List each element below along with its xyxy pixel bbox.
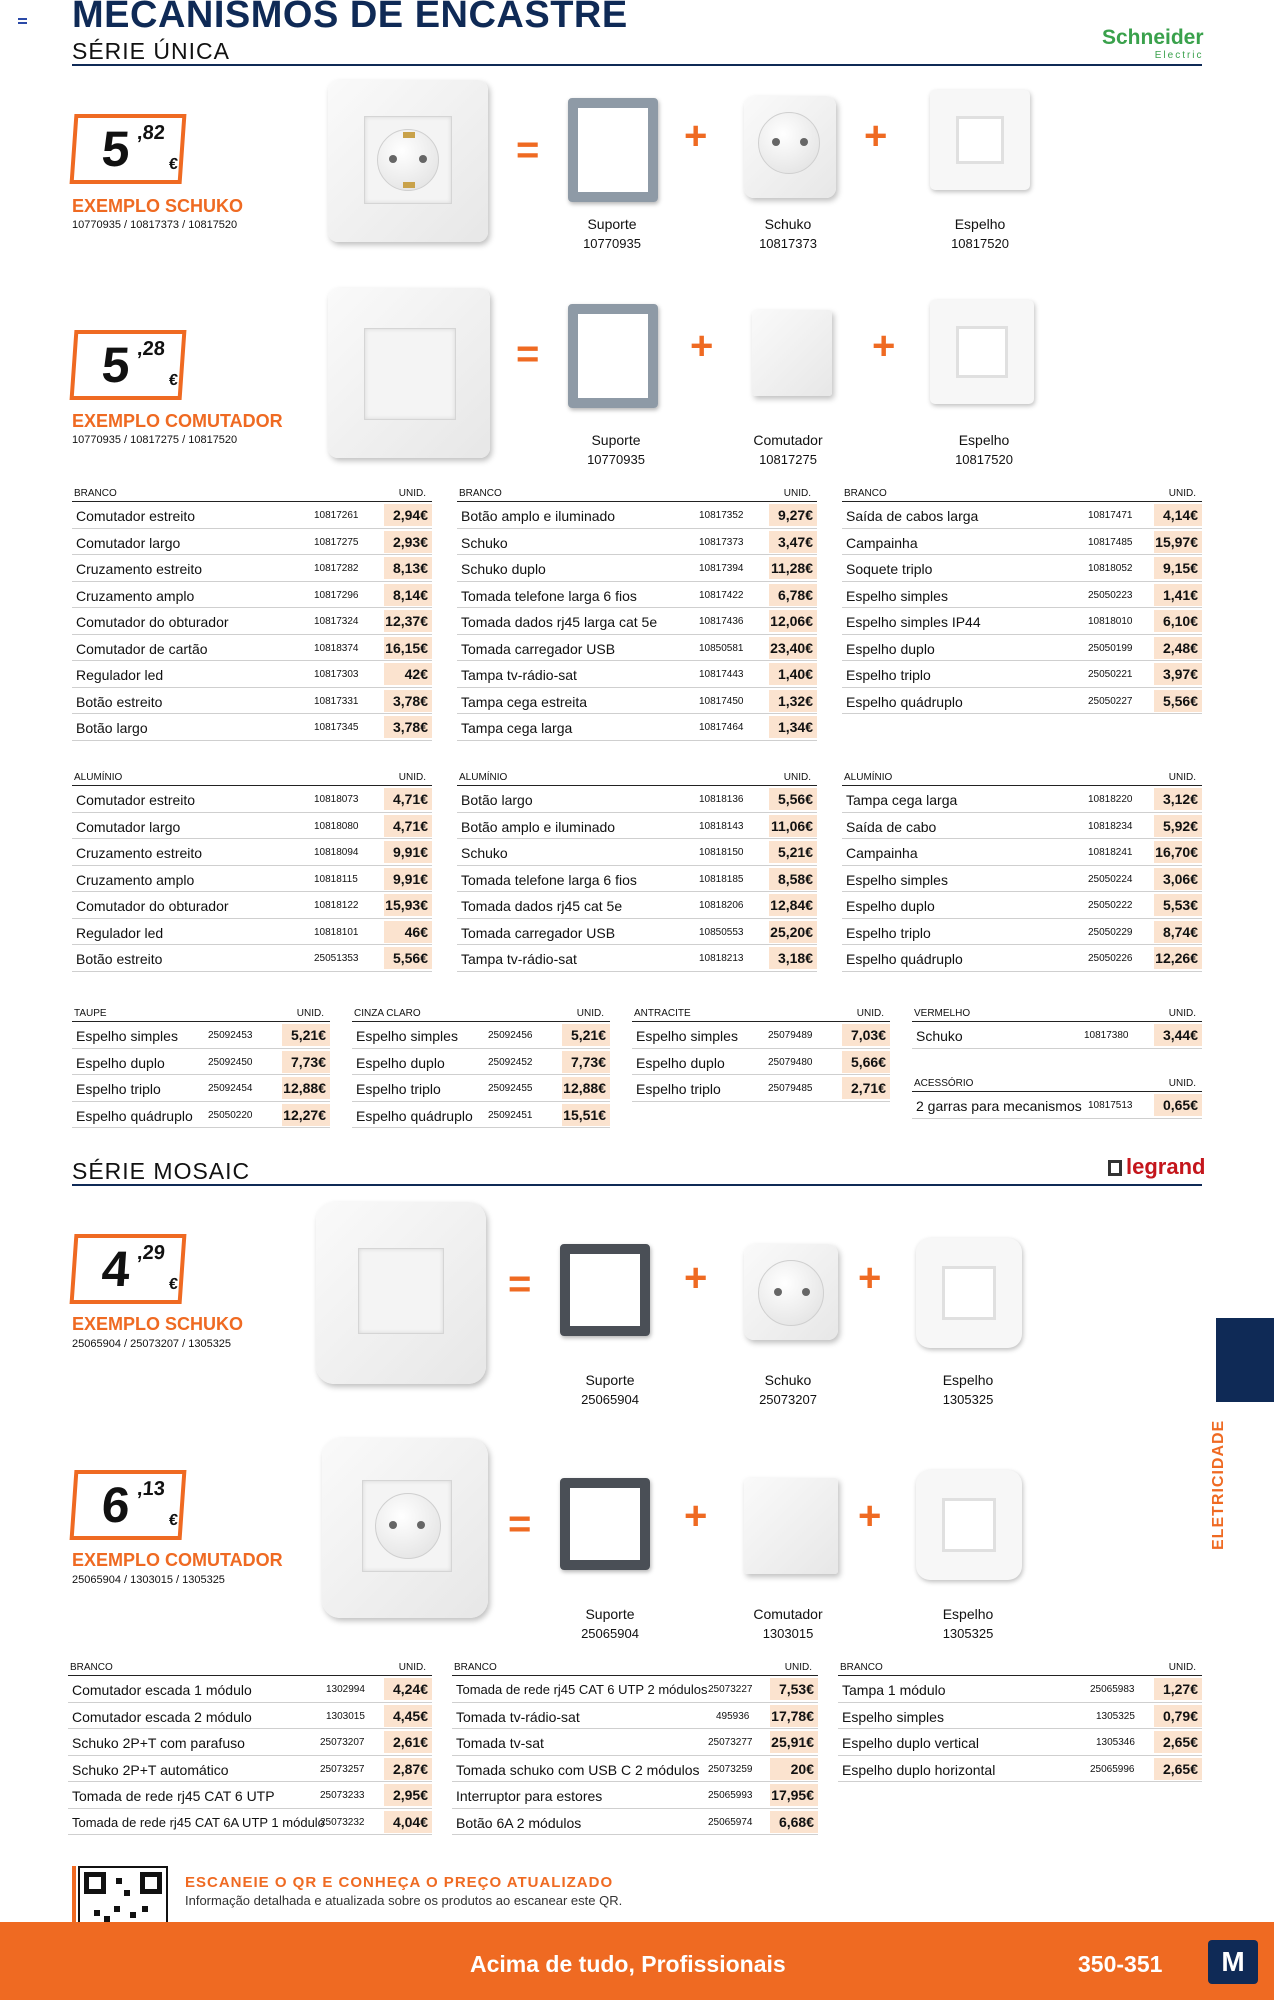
plus-icon: + bbox=[858, 1256, 882, 1300]
price-table: BRANCO UNID. Comutador estreito 10817261 2,94€ Comutador largo 10817275 2,93€ Cruzamento estreito 10817282 8,13€ Cruzamento amplo 10817296 8,14€ Comutador do obturador 10817324 12,37€ Comutador de cartão 10818374 16,15€ Regulador led 10817303 42€ Botão estreito 10817331 3,78€ Botão largo 10817345 3,78€ bbox=[72, 486, 432, 741]
mirror-plate-image bbox=[930, 300, 1034, 404]
table-row: Tomada tv-rádio-sat 495936 17,78€ bbox=[452, 1703, 818, 1730]
menu-icon[interactable] bbox=[18, 18, 27, 24]
table-row: Botão estreito 25051353 5,56€ bbox=[72, 945, 432, 972]
legrand-logo-mark bbox=[1108, 1160, 1122, 1176]
support-frame-image bbox=[568, 304, 658, 408]
plus-icon: + bbox=[858, 1494, 882, 1538]
table-row: Espelho triplo 25050221 3,97€ bbox=[842, 661, 1202, 688]
price-currency: € bbox=[168, 372, 179, 389]
table-row: Espelho triplo 25079485 2,71€ bbox=[632, 1075, 890, 1102]
part-caption: Espelho 1305325 bbox=[942, 1372, 994, 1407]
table-row: Tomada de rede rj45 CAT 6 UTP 25073233 2,95€ bbox=[68, 1782, 432, 1809]
price-decimal: ,13 bbox=[136, 1478, 166, 1500]
table-row: Espelho simples 25092453 5,21€ bbox=[72, 1022, 330, 1049]
table-row: Tomada telefone larga 6 fios 10817422 6,78€ bbox=[457, 582, 817, 609]
legrand-logo-text: legrand bbox=[1126, 1154, 1206, 1179]
price-table: ALUMÍNIO UNID. Tampa cega larga 10818220 3,12€ Saída de cabo 10818234 5,92€ Campainha 10818241 16,70€ Espelho simples 25050224 3,06€ Espelho duplo 25050222 5,53€ Espelho triplo 25050229 8,74€ Espelho quádruplo 25050226 12,26€ bbox=[842, 770, 1202, 972]
price-decimal: ,29 bbox=[136, 1242, 166, 1264]
table-row: Espelho quádruplo 25050226 12,26€ bbox=[842, 945, 1202, 972]
table-row: Espelho duplo vertical 1305346 2,65€ bbox=[838, 1729, 1202, 1756]
table-row: Comutador de cartão 10818374 16,15€ bbox=[72, 635, 432, 662]
price-currency: € bbox=[168, 156, 179, 173]
table-row: Schuko 2P+T com parafuso 25073207 2,61€ bbox=[68, 1729, 432, 1756]
schneider-logo-text: Schneider bbox=[1102, 26, 1204, 49]
table-row: Espelho simples IP44 10818010 6,10€ bbox=[842, 608, 1202, 635]
example-codes: 10770935 / 10817275 / 10817520 bbox=[72, 434, 238, 446]
table-row: Botão estreito 10817331 3,78€ bbox=[72, 688, 432, 715]
table-row: Soquete triplo 10818052 9,15€ bbox=[842, 555, 1202, 582]
table-row: Botão largo 10818136 5,56€ bbox=[457, 786, 817, 813]
table-row: Espelho simples 25079489 7,03€ bbox=[632, 1022, 890, 1049]
table-row: Tampa tv-rádio-sat 10818213 3,18€ bbox=[457, 945, 817, 972]
table-row: Espelho quádruplo 25050227 5,56€ bbox=[842, 688, 1202, 715]
equals-icon: = bbox=[516, 128, 540, 172]
table-row: Tampa 1 módulo 25065983 1,27€ bbox=[838, 1676, 1202, 1703]
table-row: Regulador led 10818101 46€ bbox=[72, 919, 432, 946]
plus-icon: + bbox=[864, 114, 888, 158]
table-row: Comutador estreito 10818073 4,71€ bbox=[72, 786, 432, 813]
part-caption: Suporte 25065904 bbox=[581, 1606, 639, 1641]
series-mosaic-title: SÉRIE MOSAIC bbox=[72, 1158, 251, 1184]
price-decimal: ,28 bbox=[136, 338, 166, 360]
price-decimal: ,82 bbox=[136, 122, 166, 144]
schuko-module-image bbox=[744, 96, 836, 198]
equals-icon: = bbox=[508, 1262, 532, 1306]
table-row: Tomada carregador USB 10850553 25,20€ bbox=[457, 919, 817, 946]
schuko-assembled-image bbox=[328, 80, 488, 242]
equals-icon: = bbox=[516, 332, 540, 376]
table-row: Tomada tv-sat 25073277 25,91€ bbox=[452, 1729, 818, 1756]
table-row: Schuko duplo 10817394 11,28€ bbox=[457, 555, 817, 582]
support-frame-image bbox=[560, 1478, 650, 1570]
example-title: EXEMPLO SCHUKO bbox=[72, 196, 244, 216]
table-row: Tomada telefone larga 6 fios 10818185 8,58€ bbox=[457, 866, 817, 893]
table-row: Tomada schuko com USB C 2 módulos 25073259 20€ bbox=[452, 1756, 818, 1783]
footer-slogan: Acima de tudo, Profissionais bbox=[470, 1951, 786, 1977]
price-table: BRANCO UNID. Saída de cabos larga 10817471 4,14€ Campainha 10817485 15,97€ Soquete triplo 10818052 9,15€ Espelho simples 25050223 1,41€ Espelho simples IP44 10818010 6,10€ Espelho duplo 25050199 2,48€ Espelho triplo 25050221 3,97€ Espelho quádruplo 25050227 5,56€ bbox=[842, 486, 1202, 714]
schneider-logo bbox=[1102, 26, 1204, 61]
price-currency: € bbox=[168, 1512, 179, 1529]
page-numbers: 350-351 bbox=[1078, 1951, 1163, 1977]
price-table: BRANCO UNID. Tampa 1 módulo 25065983 1,27€ Espelho simples 1305325 0,79€ Espelho duplo vertical 1305346 2,65€ Espelho duplo horizontal 25065996 2,65€ bbox=[838, 1660, 1202, 1782]
section-tab[interactable] bbox=[1216, 1318, 1274, 1402]
price-table: TAUPE UNID. Espelho simples 25092453 5,21€ Espelho duplo 25092450 7,73€ Espelho triplo 25092454 12,88€ Espelho quádruplo 25050220 12,27€ bbox=[72, 1006, 330, 1128]
table-row: Comutador largo 10817275 2,93€ bbox=[72, 529, 432, 556]
plus-icon: + bbox=[684, 114, 708, 158]
part-caption: Comutador 1303015 bbox=[753, 1606, 823, 1641]
price-badge-unica-schuko bbox=[70, 114, 187, 184]
example-codes: 10770935 / 10817373 / 10817520 bbox=[72, 219, 238, 231]
table-row: Interruptor para estores 25065993 17,95€ bbox=[452, 1782, 818, 1809]
part-caption: Suporte 25065904 bbox=[581, 1372, 639, 1407]
table-row: Espelho quádruplo 25092451 15,51€ bbox=[352, 1102, 610, 1129]
price-integer: 6 bbox=[100, 1477, 130, 1533]
table-row: Espelho simples 25092456 5,21€ bbox=[352, 1022, 610, 1049]
table-row: Regulador led 10817303 42€ bbox=[72, 661, 432, 688]
price-table: VERMELHO UNID. Schuko 10817380 3,44€ bbox=[912, 1006, 1202, 1049]
plus-icon: + bbox=[684, 1256, 708, 1300]
example-title: EXEMPLO COMUTADOR bbox=[72, 1550, 283, 1570]
table-row: Botão amplo e iluminado 10818143 11,06€ bbox=[457, 813, 817, 840]
price-integer: 4 bbox=[100, 1241, 130, 1297]
table-row: Espelho duplo 25079480 5,66€ bbox=[632, 1049, 890, 1076]
table-row: Comutador largo 10818080 4,71€ bbox=[72, 813, 432, 840]
mosaic-switch-module-image bbox=[744, 1478, 838, 1574]
table-row: Comutador do obturador 10817324 12,37€ bbox=[72, 608, 432, 635]
table-row: Schuko 10817380 3,44€ bbox=[912, 1022, 1202, 1049]
plus-icon: + bbox=[872, 324, 896, 368]
table-row: Cruzamento estreito 10817282 8,13€ bbox=[72, 555, 432, 582]
mosaic-schuko-assembled-image bbox=[322, 1438, 488, 1618]
qr-heading: ESCANEIE O QR E CONHEÇA O PREÇO ATUALIZADO bbox=[185, 1874, 614, 1891]
series-mosaic-rule bbox=[72, 1184, 1202, 1186]
plus-icon: + bbox=[690, 324, 714, 368]
table-row: Comutador do obturador 10818122 15,93€ bbox=[72, 892, 432, 919]
price-table: BRANCO UNID. Botão amplo e iluminado 10817352 9,27€ Schuko 10817373 3,47€ Schuko duplo 10817394 11,28€ Tomada telefone larga 6 fios 10817422 6,78€ Tomada dados rj45 larga cat 5e 10817436 12,06€ Tomada carregador USB 10850581 23,40€ Tampa tv-rádio-sat 10817443 1,40€ Tampa cega estreita 10817450 1,32€ Tampa cega larga 10817464 1,34€ bbox=[457, 486, 817, 741]
table-row: Saída de cabo 10818234 5,92€ bbox=[842, 813, 1202, 840]
table-row: Tomada dados rj45 larga cat 5e 10817436 12,06€ bbox=[457, 608, 817, 635]
plus-icon: + bbox=[684, 1494, 708, 1538]
example-title: EXEMPLO COMUTADOR bbox=[72, 411, 283, 431]
table-row: Espelho duplo horizontal 25065996 2,65€ bbox=[838, 1756, 1202, 1783]
price-table: ANTRACITE UNID. Espelho simples 25079489 7,03€ Espelho duplo 25079480 5,66€ Espelho triplo 25079485 2,71€ bbox=[632, 1006, 890, 1102]
table-row: Tampa cega larga 10817464 1,34€ bbox=[457, 714, 817, 741]
table-row: Schuko 2P+T automático 25073257 2,87€ bbox=[68, 1756, 432, 1783]
mirror-plate-image bbox=[916, 1238, 1022, 1348]
table-row: Espelho triplo 25092455 12,88€ bbox=[352, 1075, 610, 1102]
brand-logo: M bbox=[1208, 1940, 1258, 1984]
table-row: Tomada dados rj45 cat 5e 10818206 12,84€ bbox=[457, 892, 817, 919]
table-row: Espelho simples 25050224 3,06€ bbox=[842, 866, 1202, 893]
price-table: ALUMÍNIO UNID. Botão largo 10818136 5,56€ Botão amplo e iluminado 10818143 11,06€ Schuko 10818150 5,21€ Tomada telefone larga 6 fios 10818185 8,58€ Tomada dados rj45 cat 5e 10818206 12,84€ Tomada carregador USB 10850553 25,20€ Tampa tv-rádio-sat 10818213 3,18€ bbox=[457, 770, 817, 972]
legrand-logo bbox=[1108, 1154, 1205, 1180]
table-row: Schuko 10818150 5,21€ bbox=[457, 839, 817, 866]
part-caption: Espelho 1305325 bbox=[942, 1606, 994, 1641]
mosaic-switch-assembled-image bbox=[316, 1202, 486, 1384]
price-table: BRANCO UNID. Comutador escada 1 módulo 1302994 4,24€ Comutador escada 2 módulo 1303015 4,45€ Schuko 2P+T com parafuso 25073207 2,61€ Schuko 2P+T automático 25073257 2,87€ Tomada de rede rj45 CAT 6 UTP 25073233 2,95€ Tomada de rede rj45 CAT 6A UTP 1 módulo 25073232 4,04€ bbox=[68, 1660, 432, 1835]
table-row: Espelho duplo 25050199 2,48€ bbox=[842, 635, 1202, 662]
part-caption: Espelho 10817520 bbox=[955, 432, 1013, 467]
table-row: Espelho simples 25050223 1,41€ bbox=[842, 582, 1202, 609]
table-row: Campainha 10817485 15,97€ bbox=[842, 529, 1202, 556]
switch-module-image bbox=[752, 310, 832, 396]
support-frame-image bbox=[568, 98, 658, 202]
table-row: Tomada de rede rj45 CAT 6 UTP 2 módulos 25073227 7,53€ bbox=[452, 1676, 818, 1703]
table-row: Tomada carregador USB 10850581 23,40€ bbox=[457, 635, 817, 662]
support-frame-image bbox=[560, 1244, 650, 1336]
table-row: Tampa tv-rádio-sat 10817443 1,40€ bbox=[457, 661, 817, 688]
table-row: Comutador estreito 10817261 2,94€ bbox=[72, 502, 432, 529]
price-integer: 5 bbox=[100, 337, 130, 393]
table-row: 2 garras para mecanismos 10817513 0,65€ bbox=[912, 1092, 1202, 1119]
example-codes: 25065904 / 25073207 / 1305325 bbox=[72, 1338, 232, 1350]
table-row: Cruzamento estreito 10818094 9,91€ bbox=[72, 839, 432, 866]
price-table: ACESSÓRIO UNID. 2 garras para mecanismos 10817513 0,65€ bbox=[912, 1076, 1202, 1119]
example-title: EXEMPLO SCHUKO bbox=[72, 1314, 244, 1334]
price-currency: € bbox=[168, 1276, 179, 1293]
table-row: Cruzamento amplo 10817296 8,14€ bbox=[72, 582, 432, 609]
table-row: Espelho triplo 25092454 12,88€ bbox=[72, 1075, 330, 1102]
price-badge-mosaic-comutador bbox=[70, 1470, 187, 1540]
part-caption: Espelho 10817520 bbox=[951, 216, 1009, 251]
table-row: Campainha 10818241 16,70€ bbox=[842, 839, 1202, 866]
page-title: MECANISMOS DE ENCASTRE bbox=[72, 0, 628, 36]
mirror-plate-image bbox=[930, 90, 1030, 190]
series-unica-rule bbox=[72, 64, 1202, 66]
table-row: Botão largo 10817345 3,78€ bbox=[72, 714, 432, 741]
price-table: BRANCO UNID. Tomada de rede rj45 CAT 6 UTP 2 módulos 25073227 7,53€ Tomada tv-rádio-sat 495936 17,78€ Tomada tv-sat 25073277 25,91€ Tomada schuko com USB C 2 módulos 25073259 20€ Interruptor para estores 25065993 17,95€ Botão 6A 2 módulos 25065974 6,68€ bbox=[452, 1660, 818, 1835]
table-row: Comutador escada 2 módulo 1303015 4,45€ bbox=[68, 1703, 432, 1730]
table-row: Schuko 10817373 3,47€ bbox=[457, 529, 817, 556]
mirror-plate-image bbox=[916, 1470, 1022, 1580]
table-row: Cruzamento amplo 10818115 9,91€ bbox=[72, 866, 432, 893]
table-row: Espelho quádruplo 25050220 12,27€ bbox=[72, 1102, 330, 1129]
part-caption: Schuko 25073207 bbox=[759, 1372, 817, 1407]
schneider-logo-sub: Electric bbox=[1154, 50, 1204, 61]
example-codes: 25065904 / 1303015 / 1305325 bbox=[72, 1574, 225, 1586]
part-caption: Suporte 10770935 bbox=[587, 432, 645, 467]
price-badge-unica-comutador bbox=[70, 330, 187, 400]
table-row: Tampa cega estreita 10817450 1,32€ bbox=[457, 688, 817, 715]
table-row: Espelho duplo 25092450 7,73€ bbox=[72, 1049, 330, 1076]
table-row: Tampa cega larga 10818220 3,12€ bbox=[842, 786, 1202, 813]
table-row: Espelho duplo 25050222 5,53€ bbox=[842, 892, 1202, 919]
table-row: Botão 6A 2 módulos 25065974 6,68€ bbox=[452, 1809, 818, 1836]
price-table: CINZA CLARO UNID. Espelho simples 25092456 5,21€ Espelho duplo 25092452 7,73€ Espelho triplo 25092455 12,88€ Espelho quádruplo 25092451 15,51€ bbox=[352, 1006, 610, 1128]
equals-icon: = bbox=[508, 1502, 532, 1546]
table-row: Comutador escada 1 módulo 1302994 4,24€ bbox=[68, 1676, 432, 1703]
mosaic-schuko-module-image bbox=[744, 1244, 838, 1340]
part-caption: Suporte 10770935 bbox=[583, 216, 641, 251]
price-integer: 5 bbox=[100, 121, 130, 177]
price-badge-mosaic-schuko bbox=[70, 1234, 187, 1304]
switch-assembled-image bbox=[328, 288, 490, 458]
series-unica-title: SÉRIE ÚNICA bbox=[72, 38, 230, 64]
qr-description: Informação detalhada e atualizada sobre os produtos ao escanear este QR. bbox=[185, 1893, 623, 1908]
price-table: ALUMÍNIO UNID. Comutador estreito 10818073 4,71€ Comutador largo 10818080 4,71€ Cruzamento estreito 10818094 9,91€ Cruzamento amplo 10818115 9,91€ Comutador do obturador 10818122 15,93€ Regulador led 10818101 46€ Botão estreito 25051353 5,56€ bbox=[72, 770, 432, 972]
table-row: Botão amplo e iluminado 10817352 9,27€ bbox=[457, 502, 817, 529]
section-label: ELETRICIDADE bbox=[1210, 1419, 1227, 1550]
part-caption: Schuko 10817373 bbox=[759, 216, 817, 251]
table-row: Espelho triplo 25050229 8,74€ bbox=[842, 919, 1202, 946]
table-row: Espelho duplo 25092452 7,73€ bbox=[352, 1049, 610, 1076]
table-row: Saída de cabos larga 10817471 4,14€ bbox=[842, 502, 1202, 529]
part-caption: Comutador 10817275 bbox=[753, 432, 823, 467]
table-row: Espelho simples 1305325 0,79€ bbox=[838, 1703, 1202, 1730]
table-row: Tomada de rede rj45 CAT 6A UTP 1 módulo 25073232 4,04€ bbox=[68, 1809, 432, 1836]
